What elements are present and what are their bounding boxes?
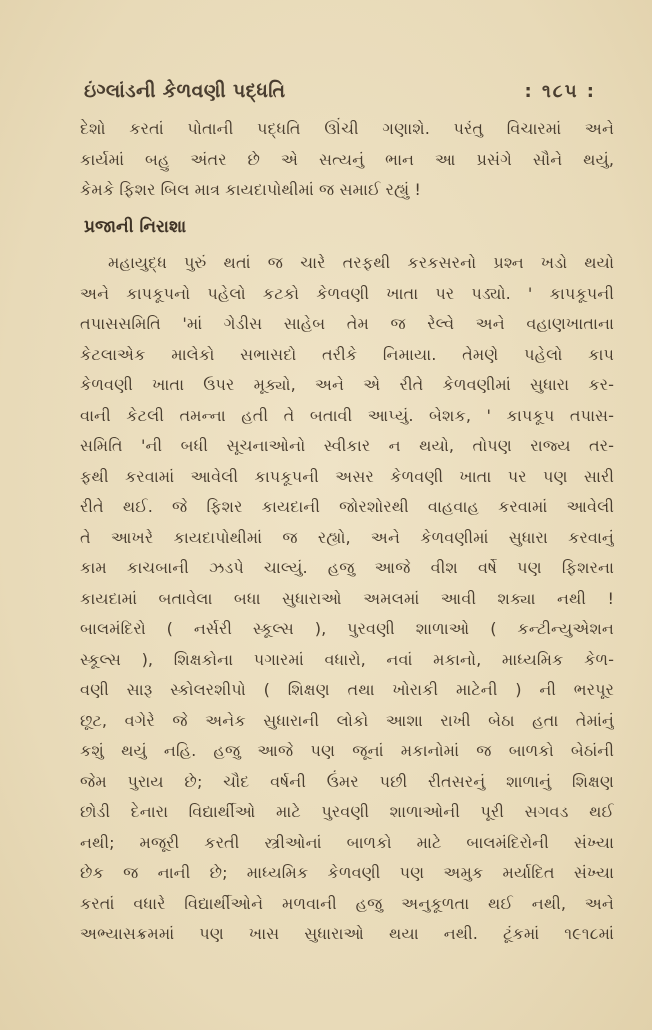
text-line: બાલમંદિરો ( નર્સરી સ્કૂલ્સ ), પુરવણી શાળાઓ ( કન્ટીન્યુએશન (80, 619, 614, 638)
text-line: અને કાપકૂપનો પહેલો કટકો કેળવણી ખાતા પર પડ્યો. ' કાપકૂપની (80, 283, 614, 303)
text-line: દેશો કરતાં પોતાની પદ્ધતિ ઊંચી ગણાશે. પરંતુ વિચારમાં અને (80, 119, 614, 138)
text-line: વાની કેટલી તમન્ના હતી તે બતાવી આપ્યું. બેશક, ' કાપકૂપ તપાસ- (80, 405, 614, 425)
text-line: કશું થયું નહિ. હજુ આજે પણ જૂનાં મકાનોમાં જ બાળકો બેઠાંની (80, 741, 614, 760)
text-line: કરતાં વધારે વિદ્યાર્થીઓને મળવાની હજુ અનુકૂળતા થઈ નથી, અને (80, 893, 614, 913)
text-line: મહાયુદ્ધ પુરું થતાં જ ચારે તરફથી કરકસરનો પ્રશ્ન ખડો થયો (108, 253, 614, 272)
text-line: જેમ પુરાય છે; ચૌદ વર્ષની ઉંમર પછી રીતસરનું શાળાનું શિક્ષણ (80, 771, 614, 791)
text-line: કામ કાચબાની ઝડપે ચાલ્યું. હજુ આજે વીશ વર્ષે પણ ફિશરના (80, 558, 614, 577)
running-title: ઇંગ્લાંડની કેળવણી પદ્ધતિ (84, 80, 286, 102)
text-line: તે આખરે કાયદાપોથીમાં જ રહ્યો, અને કેળવણીમાં સુધારા કરવાનું (80, 527, 614, 547)
text-line: તપાસસમિતિ 'માં ગેડીસ સાહેબ તેમ જ રેલ્વે અને વહાણખાતાના (80, 314, 614, 333)
text-line: કેટલાએક માલેકો સભાસદો તરીકે નિમાયા. તેમણે પહેલો કાપ (80, 344, 614, 364)
text-line: ફથી કરવામાં આવેલી કાપકૂપની અસર કેળવણી ખાતા પર પણ સારી (80, 466, 614, 486)
page-header (84, 76, 596, 106)
text-line: છૂટ, વગેરે જે અનેક સુધારાની લોકો આશા રાખી બેઠા હતા તેમાંનું (80, 710, 614, 730)
text-line: સ્કૂલ્સ ), શિક્ષકોના પગારમાં વધારો, નવાં મકાનો, માધ્યમિક કેળ- (80, 649, 614, 669)
text-line: વણી સારૂ સ્કોલરશીપો ( શિક્ષણ તથા ખોરાકી માટેની ) ની ભરપૂર (80, 680, 614, 699)
text-line: રીતે થઈ. જે ફિશર કાયદાની જોરશોરથી વાહવાહ કરવામાં આવેલી (80, 497, 614, 516)
text-line: છેક જ નાની છે; માધ્યમિક કેળવણી પણ અમુક મર્યાદિત સંખ્યા (80, 863, 614, 882)
text-line: છોડી દેનારા વિદ્યાર્થીઓ માટે પુરવણી શાળાઓની પૂરી સગવડ થઈ (80, 802, 614, 821)
intro-paragraph (80, 114, 614, 206)
page-number: : ૧૮૫ : (524, 80, 596, 102)
text-line: કાર્યમાં બહુ અંતર છે એ સત્યનું ભાન આ પ્રસંગે સૌને થયું, (80, 149, 614, 169)
text-line: કેળવણી ખાતા ઉપર મૂક્યો, અને એ રીતે કેળવણીમાં સુધારા કર- (80, 375, 614, 394)
text-line: કેમકે ફિશર બિલ માત્ર કાયદાપોથીમાં જ સમાઈ રહ્યું ! (80, 180, 421, 199)
text-line: નથી; મજૂરી કરતી સ્ત્રીઓનાં બાળકો માટે બાલમંદિરોની સંખ્યા (80, 832, 614, 852)
text-line: સમિતિ 'ની બધી સૂચનાઓનો સ્વીકાર ન થયો, તોપણ રાજ્ય તર- (80, 436, 614, 455)
body-paragraph (80, 248, 614, 950)
text-line: અભ્યાસક્રમમાં પણ ખાસ સુધારાઓ થયા નથી. ટૂંકમાં ૧૯૧૮માં (80, 924, 614, 943)
text-line: કાયદામાં બતાવેલા બધા સુધારાઓ અમલમાં આવી શક્યા નથી ! (80, 588, 614, 608)
section-heading: પ્રજાની નિરાશા (84, 217, 187, 237)
